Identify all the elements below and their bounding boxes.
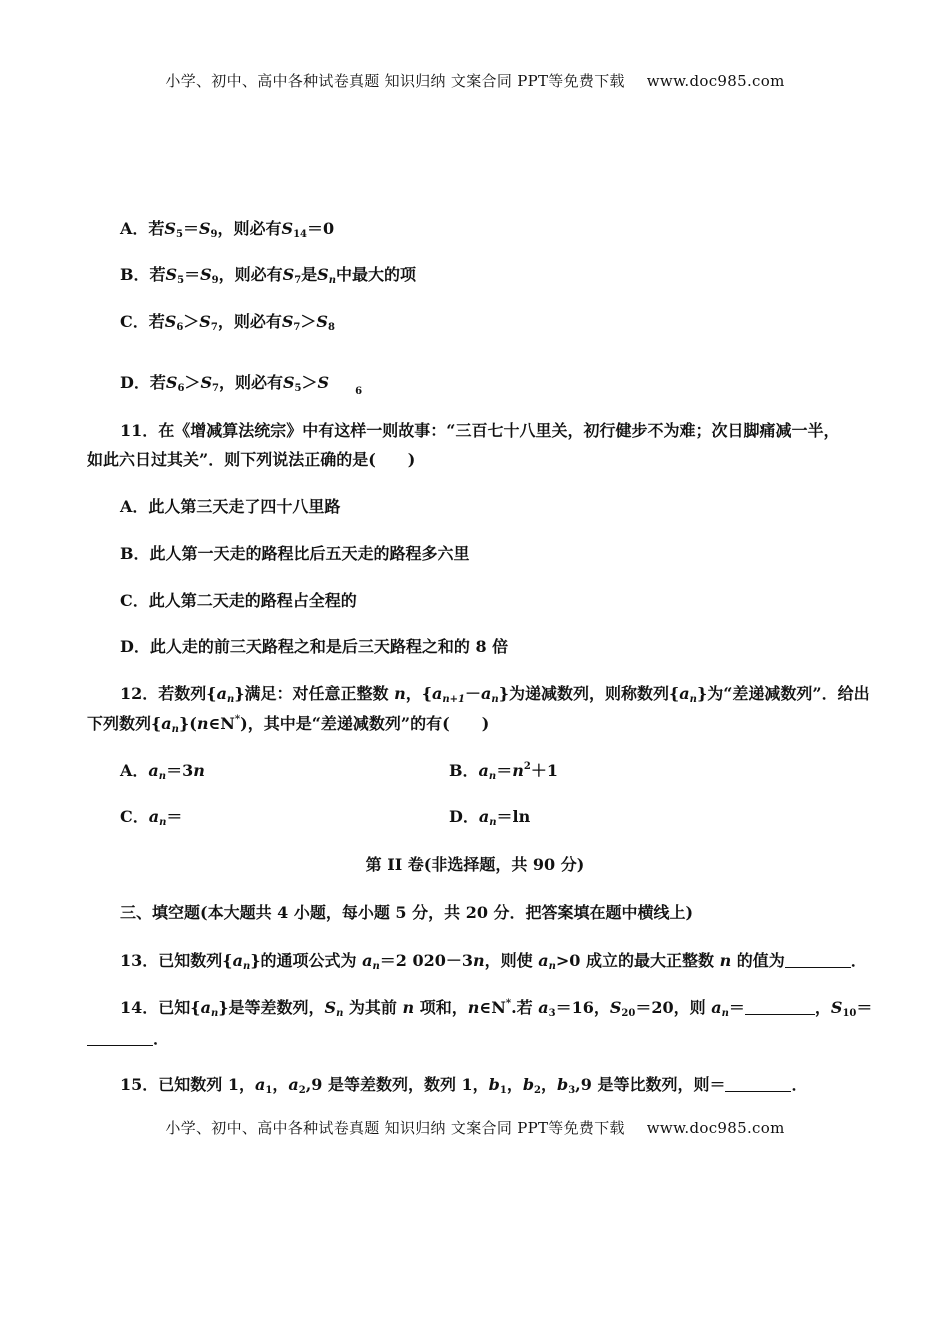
q15-answer-blank[interactable] xyxy=(725,1076,791,1092)
q10-option-b: B．若$S_5=S_9$，则必有$S_7$是$S_n$中最大的项 xyxy=(120,265,417,286)
q15: 15．已知数列 1，$a_1$，$a_2,9$ 是等差数列，数列 1，$b_1$，$b_2$，$b_3,9$ 是等比数列，则＝ ． xyxy=(120,1075,808,1096)
q11-option-c: C．此人第二天走的路程占全程的 xyxy=(120,591,357,610)
q14-line1: 14．已知$\{a_n\}$是等差数列，$S_n$ 为其前 n 项和，n∈N*.若 $a_3=16$，$S_{20}=20$，则 $a_n=$ ，$S_{10}=$ xyxy=(120,998,873,1019)
page-header xyxy=(0,70,950,91)
q12-option-a: A．$a_n=3n$ xyxy=(120,761,205,782)
q11-option-b: B．此人第一天走的路程比后五天走的路程多六里 xyxy=(120,544,470,563)
q13-answer-blank[interactable] xyxy=(785,952,851,968)
q11-stem-line1: 11．在《增减算法统宗》中有这样一则故事：“三百七十八里关，初行健步不为难；次日脚痛减一半， xyxy=(120,421,840,440)
header-site: www.doc985.com xyxy=(646,72,785,90)
q14-answer-blank-s10[interactable] xyxy=(87,1030,153,1046)
q10-option-a: A．若$S_5=S_9$，则必有$S_{14}=0$ xyxy=(120,219,335,240)
footer-text: 小学、初中、高中各种试卷真题 知识归纳 文案合同 PPT等免费下载 xyxy=(165,1119,625,1137)
q10-option-c: C．若$S_6>S_7$，则必有$S_7>S_8$ xyxy=(120,312,335,333)
q11-option-d: D．此人走的前三天路程之和是后三天路程之和的 8 倍 xyxy=(120,637,509,656)
q12-stem-line2: 下列数列$\{a_n\}(n\in N^*)$，其中是“差递减数列”的有( ) xyxy=(87,714,490,735)
q14-answer-blank-an[interactable] xyxy=(745,999,815,1015)
q12-stem-line1: 12．若数列$\{a_n\}$满足：对任意正整数 n，$\{a_{n+1}-a_n\}$为递减数列，则称数列$\{a_n\}$为“差递减数列”．给出 xyxy=(120,684,870,705)
fill-in-heading: 三、填空题(本大题共 4 小题，每小题 5 分，共 20 分．把答案填在题中横线上) xyxy=(120,903,694,922)
q10-option-d: D．若$S_6>S_7$，则必有$S_5>S$ $_6$ xyxy=(120,373,363,397)
q11-stem-line2: 如此六日过其关”．则下列说法正确的是( ) xyxy=(87,450,416,469)
section-title: 第 II 卷(非选择题，共 90 分) xyxy=(365,855,585,874)
footer-site: www.doc985.com xyxy=(646,1119,785,1137)
q13: 13．已知数列$\{a_n\}$的通项公式为 $a_n=2$ 020－3n，则使 $a_n>0$ 成立的最大正整数 n 的值为 ． xyxy=(120,951,867,972)
q12-option-d: D．$a_n=\ln$ xyxy=(449,807,531,828)
q12-option-b: B．$a_n=n^2+1$ xyxy=(449,761,558,782)
q14-line2: ． xyxy=(87,1028,169,1050)
q12-option-c: C．$a_n=$ xyxy=(120,807,183,828)
header-text: 小学、初中、高中各种试卷真题 知识归纳 文案合同 PPT等免费下载 xyxy=(165,72,625,90)
page-footer xyxy=(0,1117,950,1138)
q11-option-a: A．此人第三天走了四十八里路 xyxy=(120,497,341,516)
